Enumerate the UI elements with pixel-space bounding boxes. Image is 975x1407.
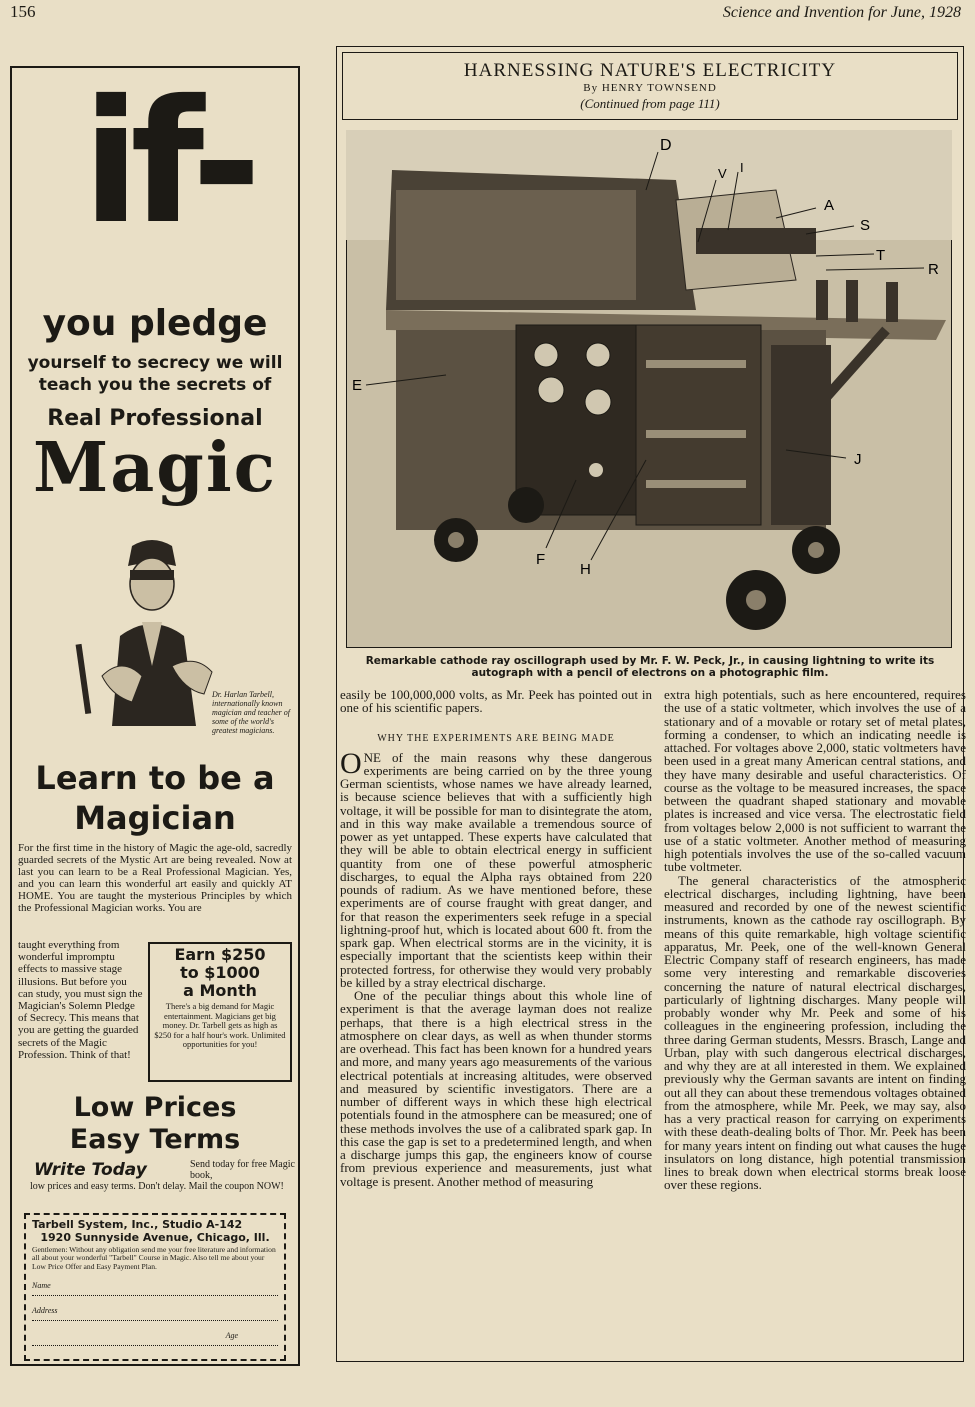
- coupon-address-field[interactable]: [32, 1306, 278, 1321]
- article-continued: (Continued from page 111): [580, 96, 720, 111]
- coupon-address: 1920 Sunnyside Avenue, Chicago, Ill.: [40, 1231, 270, 1244]
- photo-label-i: I: [740, 160, 744, 175]
- ad-secrecy-line-1: yourself to secrecy we will: [27, 353, 283, 373]
- article-column-2: [664, 688, 966, 1192]
- earn-heading-1: Earn $250: [174, 945, 266, 964]
- ad-pledge-heading: you pledge: [42, 303, 268, 344]
- photo-label-s: S: [860, 217, 871, 234]
- earn-box-text: There's a big demand for Magic entertainment. Magicians get big money. Dr. Tarbell gets as high as $250 for a half hour's work. Unlimited opportunities for you!: [154, 1001, 286, 1049]
- ad-headline-if: if-: [82, 64, 252, 262]
- running-header: Science and Invention for June, 1928: [722, 4, 961, 21]
- ad-real-professional: Real Professional: [47, 406, 263, 431]
- earn-heading-3: a Month: [183, 981, 257, 1000]
- photo-caption: Remarkable cathode ray oscillograph used by Mr. F. W. Peck, Jr., in causing lightning to write its autograph with a pencil of electrons on a photographic film.: [365, 655, 935, 679]
- coupon-name-label: Name: [32, 1281, 51, 1291]
- article-title: HARNESSING NATURE'S ELECTRICITY: [463, 60, 837, 81]
- ad-low-line-2: Easy Terms: [69, 1124, 241, 1155]
- ad-learn-heading: [12, 758, 298, 838]
- earn-heading-2: to $1000: [180, 963, 260, 982]
- photo-label-h: H: [580, 561, 591, 578]
- mail-coupon[interactable]: [24, 1213, 286, 1361]
- coupon-age-field[interactable]: [32, 1331, 278, 1346]
- photo-label-e: E: [352, 377, 363, 394]
- coupon-company: Tarbell System, Inc., Studio A-142: [32, 1218, 243, 1231]
- magic-advertisement: [10, 66, 300, 1366]
- drop-cap: O: [340, 746, 362, 780]
- ad-body-text-2: taught everything from wonderful impromptu effects to massive stage illusions. But before you can study, you must sign the Magician's Solemn Pledge of Secrecy. This means that you are getting the guarded secrets of the Magic Profession. Think of that!: [18, 939, 143, 1061]
- photo-label-f: F: [536, 551, 546, 568]
- column-2-paragraph-1: extra high potentials, such as here encountered, requires the use of a static voltmeter, which involves the use of a stationary and of a movable or rotary set of metal plates, forming a condenser, to which an indicating needle is attached. For voltages above 2,000, static voltmeters have been used in a great many American central stations, and they have many desirable and useful characteristics. Of course as the voltage to be measured increases, the space between the quadrant shaped stationary and movable plates is increased and vice versa. The electrostatic field from voltages below 2,000 is not sufficient to warrant the use of a static voltmeter. Another method of measuring high potentials involves the use of the so-called vacuum tube voltmeter.: [664, 687, 966, 875]
- ad-secrecy-line-2: teach you the secrets of: [38, 375, 272, 395]
- photo-label-a: A: [824, 197, 835, 214]
- ad-magic-heading: Magic: [32, 428, 278, 508]
- photo-label-r: R: [928, 261, 939, 278]
- photo-label-d: D: [660, 137, 672, 154]
- ad-low-prices: [12, 1092, 298, 1156]
- column-2-paragraph-2: The general characteristics of the atmospheric electrical discharges, including lightning, have been measured and recorded by one of the newest scientific instruments, known as the cathode ray oscillograph. By means of this quite remarkable, high voltage scientific apparatus, Mr. Peek, one of the well-known General Electric Company staff of research engineers, has made some very interesting and remarkable discoveries concerning the nature of natural electrical discharges, particularly of lightning discharges. Many people will probably wonder why Mr. Peek and some of his colleagues in the engineering profession, including the three daring German students, Messrs. Brasch, Lange and Urban, play with such dangerous electrical discharges, and why they are at all interested in them. We explained previously why the German savants are intent on finding out all they can about these tremendous voltages obtained from the atmosphere, while Mr. Peek, we may say, also has a very practical reason for carrying on experiments with these death-dealing bolts of Thor. Mr. Peek has been for many years intent on finding out what causes the huge insulators on long distance, high potential transmission lines to break down when electrical storms break loose over these regions.: [664, 872, 966, 1193]
- ad-learn-line-1: Learn to be a: [35, 759, 275, 797]
- column-1-paragraph-1: [340, 746, 652, 990]
- column-1-lead: easily be 100,000,000 volts, as Mr. Peek has pointed out in one of his scientific papers.: [340, 687, 652, 716]
- column-1-paragraph-2: One of the peculiar things about this whole line of experiment is that the average layman does not realize perhaps, that there is a high electrical stress in the atmosphere on clear days, as well as when thunder storms are overhead. This fact has been known for a hundred years and more, and many years ago measurements of the various electrical potentials at increasing altitudes, were observed and measured by scientific investigators. There are a number of different ways in which these high electrical potentials found in the atmosphere can be measured; one of these methods involves the use of a calibrated spark gap. In this case the gap is set to a predetermined length, and when a discharge jumps this gap, the engineers know of course from previous experience and measurements, just what voltage is present. Another method of measuring: [340, 988, 652, 1189]
- ad-body-text: For the first time in the history of Magic the age-old, sacredly guarded secrets of the Mystic Art are being revealed. Now at last you can learn to be a Real Professional Magician. Yes, and you can learn this wonderful art easily and quickly AT HOME. You are taught the mysterious Principles by which the Professional Magician works. You are: [18, 842, 292, 914]
- photo-label-t: T: [876, 247, 886, 264]
- page-number: 156: [10, 2, 36, 21]
- coupon-address-label: Address: [32, 1306, 58, 1316]
- coupon-text: Gentlemen: Without any obligation send me your free literature and information all about your wonderful "Tarbell" Course in Magic. Also tell me about your Low Price Offer and Easy Payment Plan.: [32, 1245, 276, 1271]
- earn-money-box: [148, 942, 292, 1082]
- photo-label-j: J: [854, 451, 862, 468]
- ad-learn-line-2: Magician: [74, 799, 236, 837]
- column-1-paragraph-1-text: NE of the main reasons why these dangerous experiments are being carried on by the three young German scientists, whose names we have already learned, is because science believes that with a sufficiently high voltage, it will be possible for man to disintegrate the atom, and in this way make available a tremendous source of power as yet untapped. These experts have calculated that they will be able to obtain electrical energy in sufficient quantity from one of these powerful atmospheric discharges, to equal the Alpha rays obtained from 220 pounds of radium. As we have mentioned before, these experiments are of course fraught with great danger, and for that reason the experimenters seek refuge in a special lightning-proof hut, which is located about 600 ft. from the spark gap. When electrical storms are in the vicinity, it is especially important that the scientists keep within their protected fortress, for otherwise they would very probably be killed by a stray electrical discharge.: [340, 749, 652, 990]
- section-subhead: WHY THE EXPERIMENTS ARE BEING MADE: [377, 732, 615, 744]
- ad-low-line-1: Low Prices: [73, 1092, 237, 1123]
- ad-send-text-2: low prices and easy terms. Don't delay. Mail the coupon NOW!: [30, 1181, 284, 1192]
- ad-secrecy-text: [12, 352, 298, 396]
- photo-label-v: V: [718, 166, 727, 181]
- article-byline: By HENRY TOWNSEND: [583, 82, 717, 94]
- ad-write-today: Write Today: [34, 1160, 147, 1180]
- oscillograph-photo: [346, 130, 952, 648]
- article-column-1: [340, 688, 652, 1188]
- coupon-name-field[interactable]: [32, 1281, 278, 1296]
- coupon-age-label: Age: [225, 1331, 238, 1341]
- magician-portrait: [72, 526, 232, 726]
- ad-send-text: Send today for free Magic book,: [190, 1159, 295, 1181]
- ad-portrait-caption: Dr. Harlan Tarbell, internationally known magician and teacher of some of the world's greatest magicians.: [212, 690, 290, 735]
